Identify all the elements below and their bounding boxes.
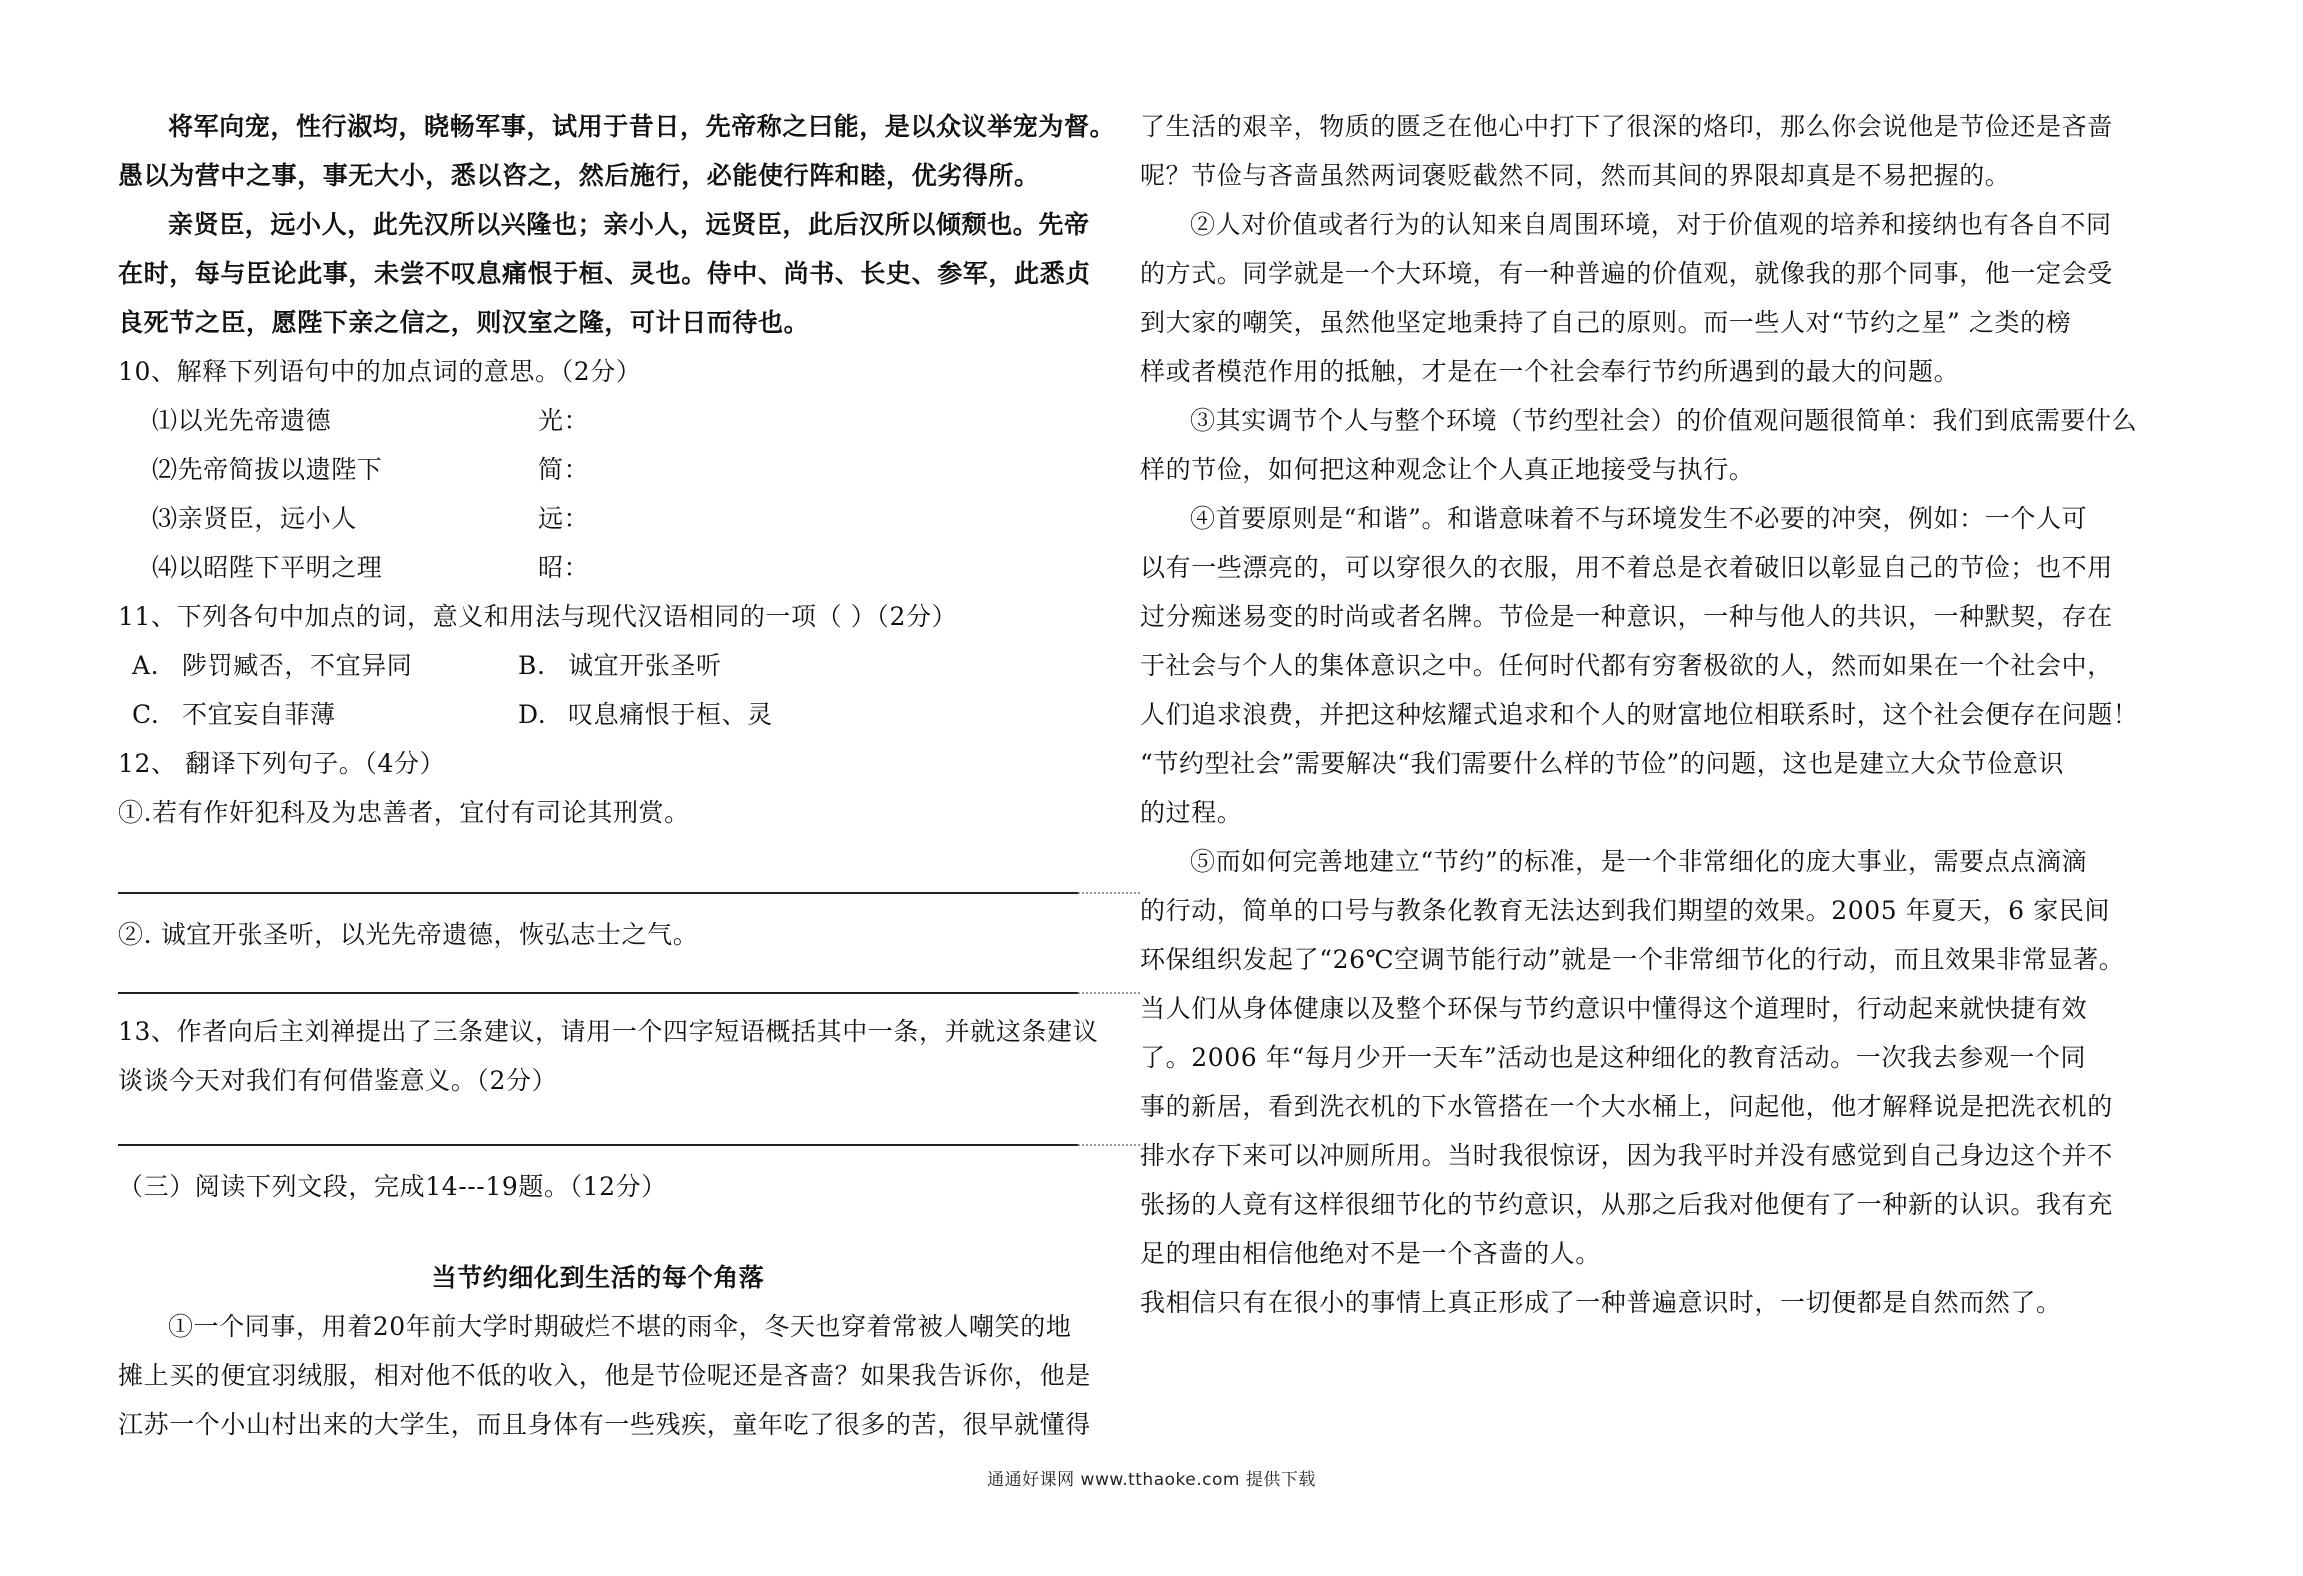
article-paragraph-line: 呢？节俭与吝啬虽然两词褒贬截然不同，然而其间的界限却真是不易把握的。 xyxy=(1140,161,2011,190)
article-paragraph-line: 摊上买的便宜羽绒服，相对他不低的收入，他是节俭呢还是吝啬？如果我告诉你，他是 xyxy=(118,1361,1091,1390)
q12-sentence: ①.若有作奸犯科及为忠善者，宜付有司论其刑赏。 xyxy=(118,798,690,827)
passage-line: 在时，每与臣论此事，未尝不叹息痛恨于桓、灵也。侍中、尚书、长史、参军，此悉贞 xyxy=(118,259,1091,288)
article-paragraph-line: 样的节俭，如何把这种观念让个人真正地接受与执行。 xyxy=(1140,455,1755,484)
question-11-title: 11、下列各句中加点的词，意义和用法与现代汉语相同的一项（ ）（2分） xyxy=(118,602,958,631)
question-10-title: 10、解释下列语句中的加点词的意思。（2分） xyxy=(118,357,642,386)
article-paragraph-line: 了。2006 年“每月少开一天车”活动也是这种细化的教育活动。一次我去参观一个同 xyxy=(1140,1043,2087,1072)
q11-option-text: 叹息痛恨于桓、灵 xyxy=(568,700,773,729)
article-paragraph-line: 的行动，简单的口号与教条化教育无法达到我们期望的效果。2005 年夏天，6 家民间 xyxy=(1140,896,2111,925)
article-paragraph-line: ⑤而如何完善地建立“节约”的标准，是一个非常细化的庞大事业，需要点点滴滴 xyxy=(1190,847,2088,876)
question-12-title: 12、 翻译下列句子。（4分） xyxy=(118,749,446,778)
article-paragraph-line: 排水存下来可以冲厕所用。当时我很惊讶，因为我平时并没有感觉到自己身边这个并不 xyxy=(1140,1141,2113,1170)
passage-line: 亲贤臣，远小人，此先汉所以兴隆也；亲小人，远贤臣，此后汉所以倾颓也。先帝 xyxy=(168,210,1090,239)
article-paragraph-line: 人们追求浪费，并把这种炫耀式追求和个人的财富地位相联系时，这个社会便存在问题！ xyxy=(1140,700,2139,729)
q10-item-sentence: ⑴以光先帝遗德 xyxy=(152,406,332,435)
article-paragraph-line: ①一个同事，用着20年前大学时期破烂不堪的雨伞，冬天也穿着常被人嘲笑的地 xyxy=(168,1312,1072,1341)
q11-option-text: 陟罚臧否，不宜异同 xyxy=(182,651,413,680)
article-paragraph-line: 样或者模范作用的抵触，才是在一个社会奉行节约所遇到的最大的问题。 xyxy=(1140,357,1960,386)
article-paragraph-line: ③其实调节个人与整个环境（节约型社会）的价值观问题很简单：我们到底需要什么 xyxy=(1190,406,2138,435)
answer-line xyxy=(118,1144,1078,1146)
article-paragraph-line: ④首要原则是“和谐”。和谐意味着不与环境发生不必要的冲突，例如：一个人可 xyxy=(1190,504,2088,533)
footer-credit: 通通好课网 www.tthaoke.com 提供下载 xyxy=(987,1470,1316,1490)
dotted-separator xyxy=(1078,1144,1140,1146)
q10-item-word: 昭： xyxy=(538,553,590,582)
article-paragraph-line: 事的新居，看到洗衣机的下水管搭在一个大水桶上，问起他，他才解释说是把洗衣机的 xyxy=(1140,1092,2113,1121)
article-paragraph-line: “节约型社会”需要解决“我们需要什么样的节俭”的问题，这也是建立大众节俭意识 xyxy=(1140,749,2064,778)
section-3-heading: （三）阅读下列文段，完成14---19题。（12分） xyxy=(118,1172,667,1201)
q11-option-text: 诚宜开张圣听 xyxy=(568,651,722,680)
article-paragraph-line: 足的理由相信他绝对不是一个吝啬的人。 xyxy=(1140,1239,1601,1268)
question-13-line: 谈谈今天对我们有何借鉴意义。（2分） xyxy=(118,1066,558,1095)
dotted-separator xyxy=(1078,992,1140,994)
q10-item-word: 远： xyxy=(538,504,590,533)
article-paragraph-line: 以有一些漂亮的，可以穿很久的衣服，用不着总是衣着破旧以彰显自己的节俭；也不用 xyxy=(1140,553,2113,582)
q10-item-sentence: ⑶亲贤臣，远小人 xyxy=(152,504,357,533)
q10-item-word: 光： xyxy=(538,406,590,435)
q11-option-label: D. xyxy=(518,700,547,729)
article-paragraph-line: 江苏一个小山村出来的大学生，而且身体有一些残疾，童年吃了很多的苦，很早就懂得 xyxy=(118,1410,1091,1439)
article-paragraph-line: ②人对价值或者行为的认知来自周围环境，对于价值观的培养和接纳也有各自不同 xyxy=(1190,210,2112,239)
article-paragraph-line: 我相信只有在很小的事情上真正形成了一种普遍意识时，一切便都是自然而然了。 xyxy=(1140,1288,2062,1317)
passage-line: 良死节之臣，愿陛下亲之信之，则汉室之隆，可计日而待也。 xyxy=(118,308,810,337)
answer-line xyxy=(118,992,1078,994)
q10-item-sentence: ⑷以昭陛下平明之理 xyxy=(152,553,383,582)
passage-line: 将军向宠，性行淑均，晓畅军事，试用于昔日，先帝称之曰能，是以众议举宠为督。 xyxy=(168,112,1116,141)
article-paragraph-line: 环保组织发起了“26℃空调节能行动”就是一个非常细节化的行动，而且效果非常显著。 xyxy=(1140,945,2125,974)
article-paragraph-line: 张扬的人竟有这样很细节化的节约意识，从那之后我对他便有了一种新的认识。我有充 xyxy=(1140,1190,2113,1219)
q10-item-sentence: ⑵先帝简拔以遗陛下 xyxy=(152,455,383,484)
q11-option-text: 不宜妄自菲薄 xyxy=(182,700,336,729)
article-paragraph-line: 了生活的艰辛，物质的匮乏在他心中打下了很深的烙印，那么你会说他是节俭还是吝啬 xyxy=(1140,112,2113,141)
question-13-line: 13、作者向后主刘禅提出了三条建议，请用一个四字短语概括其中一条，并就这条建议 xyxy=(118,1017,1099,1046)
q10-item-word: 简： xyxy=(538,455,590,484)
article-title: 当节约细化到生活的每个角落 xyxy=(431,1263,765,1292)
passage-line: 愚以为营中之事，事无大小，悉以咨之，然后施行，必能使行阵和睦，优劣得所。 xyxy=(118,161,1040,190)
q11-option-label: C. xyxy=(132,700,160,729)
q11-option-label: B. xyxy=(518,651,546,680)
q11-option-label: A. xyxy=(132,651,160,680)
answer-line xyxy=(118,892,1078,894)
article-paragraph-line: 当人们从身体健康以及整个环保与节约意识中懂得这个道理时，行动起来就快捷有效 xyxy=(1140,994,2088,1023)
article-paragraph-line: 于社会与个人的集体意识之中。任何时代都有穷奢极欲的人，然而如果在一个社会中， xyxy=(1140,651,2113,680)
q12-sentence: ②. 诚宜开张圣听，以光先帝遗德，恢弘志士之气。 xyxy=(118,920,699,949)
article-paragraph-line: 的方式。同学就是一个大环境，有一种普遍的价值观，就像我的那个同事，他一定会受 xyxy=(1140,259,2113,288)
article-paragraph-line: 的过程。 xyxy=(1140,798,1243,827)
article-paragraph-line: 到大家的嘲笑，虽然他坚定地秉持了自己的原则。而一些人对“节约之星” 之类的榜 xyxy=(1140,308,2072,337)
dotted-separator xyxy=(1078,892,1140,894)
article-paragraph-line: 过分痴迷易变的时尚或者名牌。节俭是一种意识，一种与他人的共识，一种默契，存在 xyxy=(1140,602,2113,631)
